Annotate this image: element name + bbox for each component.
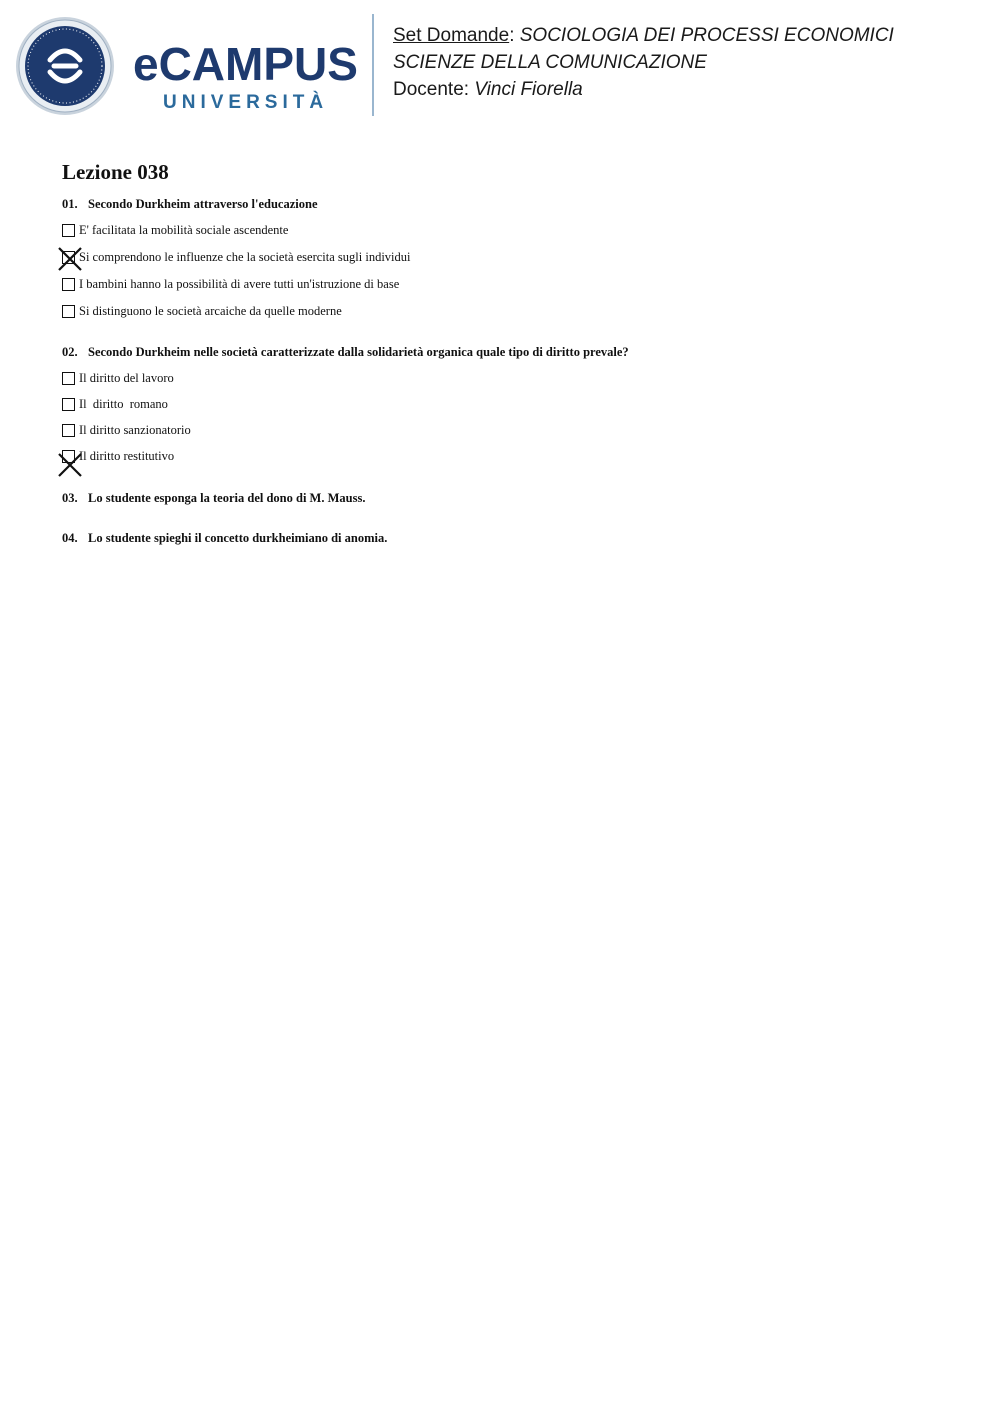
answer-checkbox[interactable] <box>62 224 75 237</box>
docente-line <box>393 76 894 103</box>
docente-name: Vinci Fiorella <box>474 79 583 100</box>
answer-text: Il diritto restitutivo <box>79 448 175 463</box>
answer-option[interactable] <box>62 369 174 387</box>
question-number: 04. <box>62 531 78 545</box>
svg-text:UNIVERSITÀ: UNIVERSITÀ <box>163 92 329 113</box>
set-domande-separator: : <box>509 25 515 46</box>
cross-mark-icon <box>58 453 82 477</box>
question-text: Secondo Durkheim nelle società caratterizzate dalla solidarietà organica quale tipo di diritto prevale? <box>88 345 629 359</box>
answer-checkbox[interactable] <box>62 372 75 385</box>
question-title <box>62 197 318 212</box>
answer-checkbox[interactable] <box>62 278 75 291</box>
answer-option[interactable] <box>62 275 399 293</box>
question-title <box>62 345 629 360</box>
answer-option[interactable] <box>62 302 342 320</box>
header-info <box>393 22 894 103</box>
answer-checkbox[interactable] <box>62 305 75 318</box>
question-text: Lo studente spieghi il concetto durkheimiano di anomia. <box>88 531 388 545</box>
ecampus-wordmark-logo <box>133 40 358 116</box>
course-line-1 <box>393 22 894 49</box>
docente-label: Docente: <box>393 79 470 100</box>
set-domande-label: Set Domande <box>393 25 510 46</box>
question-title <box>62 531 387 546</box>
answer-checkbox-checked[interactable] <box>62 251 75 264</box>
answer-option[interactable] <box>62 248 411 266</box>
answer-option[interactable] <box>62 395 168 413</box>
course-line-2: SCIENZE DELLA COMUNICAZIONE <box>393 52 707 73</box>
answer-checkbox-checked[interactable] <box>62 450 75 463</box>
answer-text: Si comprendono le influenze che la società esercita sugli individui <box>79 249 411 264</box>
answer-text: Il diritto del lavoro <box>79 370 174 385</box>
answer-option[interactable] <box>62 421 191 439</box>
university-seal-logo <box>14 16 116 116</box>
course-name: SOCIOLOGIA DEI PROCESSI ECONOMICI <box>519 25 894 46</box>
question-number: 03. <box>62 491 78 505</box>
answer-text: Il diritto sanzionatorio <box>79 422 191 437</box>
answer-checkbox[interactable] <box>62 424 75 437</box>
answer-checkbox[interactable] <box>62 398 75 411</box>
answer-text: Si distinguono le società arcaiche da quelle moderne <box>79 303 342 318</box>
header-divider <box>372 14 374 116</box>
question-text: Secondo Durkheim attraverso l'educazione <box>88 197 318 211</box>
question-text: Lo studente esponga la teoria del dono di M. Mauss. <box>88 491 366 505</box>
question-number: 02. <box>62 345 78 359</box>
question-number: 01. <box>62 197 78 211</box>
svg-text:eCAMPUS: eCAMPUS <box>133 40 358 90</box>
answer-option[interactable] <box>62 447 174 465</box>
answer-option[interactable] <box>62 221 288 239</box>
question-title <box>62 491 365 506</box>
lesson-title: Lezione 038 <box>62 160 169 184</box>
answer-text: Il diritto romano <box>79 396 168 411</box>
cross-mark-icon <box>58 247 82 271</box>
answer-text: E' facilitata la mobilità sociale ascendente <box>79 222 289 237</box>
answer-text: I bambini hanno la possibilità di avere tutti un'istruzione di base <box>79 276 400 291</box>
